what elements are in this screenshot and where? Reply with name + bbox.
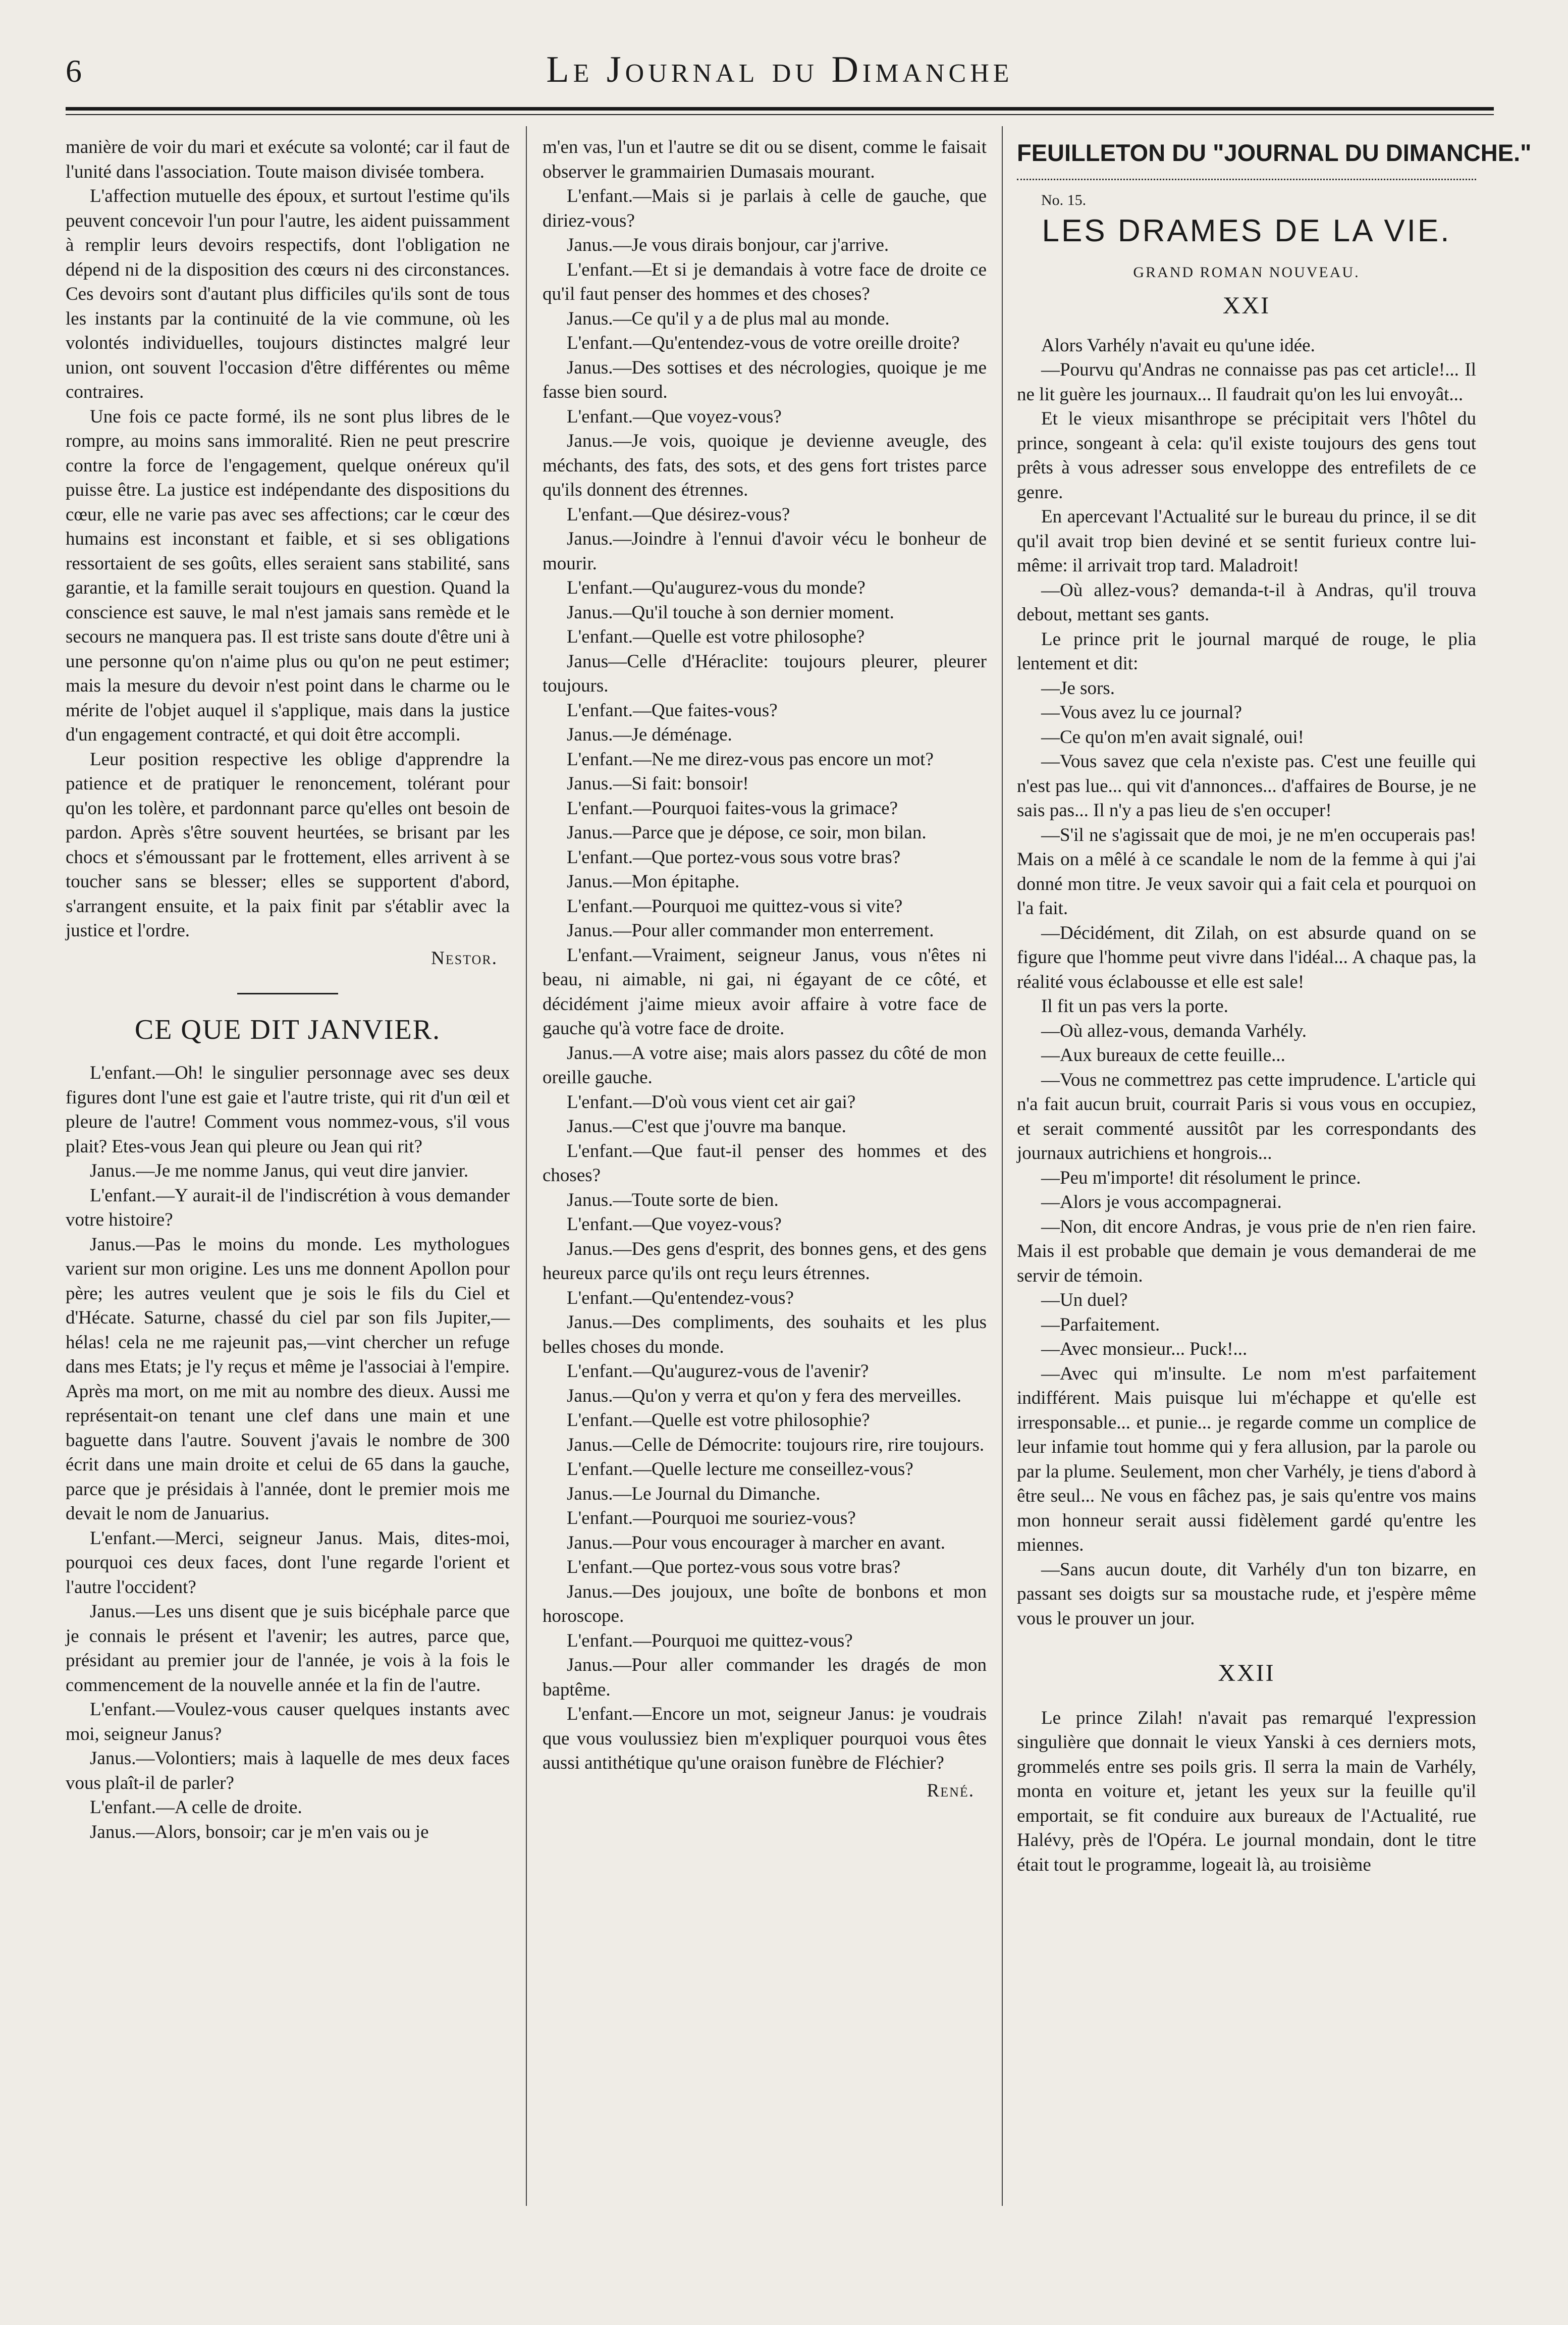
header-rule-thin [66, 114, 1494, 115]
story-paragraph: Le prince prit le journal marqué de rouge, le plia lentement et dit: [1017, 628, 1476, 674]
dialogue-line: L'enfant.—Pourquoi me souriez-vous? [567, 1508, 856, 1528]
dialogue-line: L'enfant.—Mais si je parlais à celle de gauche, que diriez-vous? [543, 186, 987, 231]
novel-title: LES DRAMES DE LA VIE. [1042, 213, 1451, 248]
story-paragraph: —Non, dit encore Andras, je vous prie de n'en rien faire. Mais il est probable que demain je vous demanderai de me servir de témoin. [1017, 1216, 1476, 1286]
story-paragraph: —Sans aucun doute, dit Varhély d'un ton bizarre, en passant ses doigts sur sa moustache rude, et j'espère même vous le prouver un jour. [1017, 1559, 1476, 1629]
story-paragraph: En apercevant l'Actualité sur le bureau du prince, il se dit qu'il avait trop bien deviné et se sentit furieux contre lui-même: il arrivait trop tard. Maladroit! [1017, 506, 1476, 576]
dialogue-line: Janus.—Ce qu'il y a de plus mal au monde. [567, 308, 890, 329]
dialogue-line: Janus.—Toute sorte de bien. [567, 1189, 779, 1210]
masthead: Le Journal du Dimanche [546, 49, 1013, 90]
dialogue-line: Janus.—Parce que je dépose, ce soir, mon bilan. [567, 822, 927, 843]
dialogue-line: Janus.—Les uns disent que je suis bicéphale parce que je connais le présent et l'avenir; les autres, parce que, présidant au premier jour de l'année, je vois à la fois le commencement de la nouvelle année et la fin de l'autre. [66, 1601, 510, 1696]
column-divider-1 [526, 126, 527, 2206]
article-paragraph: Leur position respective les oblige d'apprendre la patience et de pratiquer le renoncement, tolérant pour qu'on les tolère, et pardonnant parce qu'elles ont besoin de pardon. Après s'être souvent heurtées, se brisant par les chocs et s'émoussant par le frottement, elles arrivent à se toucher sans se blesser; elles se supportent d'abord, s'arrangent ensuite, et la paix finit par s'établir avec la justice et l'ordre. [66, 749, 510, 941]
article-paragraph: L'affection mutuelle des époux, et surtout l'estime qu'ils peuvent concevoir l'un pour l'autre, les aident puissamment à remplir leurs devoirs respectifs, dont l'obligation ne dépend ni de la disposition des cœurs ni des circonstances. Ces devoirs sont d'autant plus difficiles qu'ils sont de tous les instants par la continuité de la vie commune, où les volontés individuelles, toujours distinctes malgré leur union, ont souvent l'occasion d'être différentes ou même contraires. [66, 186, 510, 402]
novel-subtitle: GRAND ROMAN NOUVEAU. [1133, 263, 1360, 281]
dialogue-line: Janus.—Mon épitaphe. [567, 871, 740, 892]
dialogue-line: L'enfant.—Pourquoi me quittez-vous? [567, 1630, 853, 1651]
story-paragraph: —Vous savez que cela n'existe pas. C'est une feuille qui n'est pas lue... qui vit d'annonces... d'affaires de Bourse, je ne sais pas... Il n'y a pas lieu de s'en occuper! [1017, 751, 1476, 821]
dialogue-line: Janus.—Je me nomme Janus, qui veut dire janvier. [90, 1160, 469, 1181]
dialogue-line: Janus.—Si fait: bonsoir! [567, 773, 749, 794]
dialogue-line: Janus.—Pas le moins du monde. Les mythologues varient sur mon origine. Les uns me donnent Apollon pour père; les autres veulent que je sois le fils du Ciel et d'Hécate. Saturne, chassé du ciel par son fils Jupiter,—hélas! cela ne me rajeunit pas,—vint chercher un refuge dans mes Etats; je l'y reçus et même je l'associai à l'empire. Après ma mort, on me mit au nombre des dieux. Aussi me représentait-on tenant une clef dans une main et une baguette dans l'autre. Souvent j'avais le nombre de 300 écrit dans une main droite et celui de 65 dans la gauche, parce que je présidais à l'année, dont le premier mois me devait le nom de Januarius. [66, 1234, 510, 1524]
dialogue-line: L'enfant.—Ne me direz-vous pas encore un mot? [567, 749, 934, 770]
section-separator [237, 993, 338, 994]
story-paragraph: —Avec qui m'insulte. Le nom m'est parfaitement indifférent. Mais puisque lui m'échappe et qu'elle est irresponsable... et punie... je regarde comme un complice de leur infamie tout homme qui y fera allusion, par la parole ou par la plume. Seulement, mon cher Varhély, je tiens d'abord à être seul... Ne vous en fâchez pas, je sais qu'entre vos mains mon honneur serait aussi fidèlement gardé qu'entre les miennes. [1017, 1363, 1476, 1555]
story-paragraph: —Décidément, dit Zilah, on est absurde quand on se figure que l'homme peut vivre dans l'idéal... A chaque pas, la réalité vous éclabousse et elle est sale! [1017, 922, 1476, 992]
dialogue-line: L'enfant.—Quelle lecture me conseillez-vous? [567, 1459, 913, 1479]
column-2 [543, 135, 987, 2215]
dialogue-line: L'enfant.—Quelle est votre philosophie? [567, 1410, 870, 1431]
dialogue-line: Janus.—Volontiers; mais à laquelle de mes deux faces vous plaît-il de parler? [66, 1748, 510, 1793]
dialogue-line: Janus.—Des sottises et des nécrologies, quoique je me fasse bien sourd. [543, 357, 987, 402]
dialogue-line: L'enfant.—Y aurait-il de l'indiscrétion à vous demander votre histoire? [66, 1185, 510, 1230]
dialogue-line: Janus—Celle d'Héraclite: toujours pleurer, pleurer toujours. [543, 651, 987, 696]
dialogue-line: L'enfant.—Qu'augurez-vous du monde? [567, 577, 866, 598]
story-paragraph: —Parfaitement. [1041, 1314, 1160, 1335]
signature-rene: René. [927, 1780, 975, 1801]
dialogue-line: L'enfant.—Que voyez-vous? [567, 406, 782, 427]
chapter-heading-xxii: XXII [1218, 1660, 1275, 1686]
dialogue-line: L'enfant.—Que portez-vous sous votre bras? [567, 1557, 901, 1577]
dialogue-line: L'enfant.—Que voyez-vous? [567, 1214, 782, 1235]
dialogue-line: L'enfant.—Vraiment, seigneur Janus, vous n'êtes ni beau, ni aimable, ni gai, ni égayant de ce côté, et décidément j'aime mieux avoir affaire à votre face de gauche qu'à votre face de droite. [543, 944, 987, 1039]
chapter-heading-xxi: XXI [1222, 292, 1271, 319]
dialogue-line: L'enfant.—Que faut-il penser des hommes et des choses? [543, 1140, 987, 1186]
story-paragraph: —Où allez-vous, demanda Varhély. [1041, 1020, 1307, 1041]
story-paragraph: —Un duel? [1041, 1290, 1128, 1310]
dialogue-line: L'enfant.—Qu'augurez-vous de l'avenir? [567, 1361, 869, 1382]
dialogue-line: L'enfant.—Pourquoi faites-vous la grimace? [567, 798, 898, 819]
column-divider-2 [1002, 126, 1003, 2206]
story-paragraph: —Je sors. [1041, 677, 1115, 699]
story-paragraph: —Peu m'importe! dit résolument le prince. [1041, 1167, 1361, 1188]
page-number: 6 [66, 53, 82, 89]
dialogue-line: L'enfant.—Oh! le singulier personnage avec ses deux figures dont l'une est gaie et l'autre triste, qui rit d'un œil et pleure de l'autre! Comment vous nommez-vous, s'il vous plait? Etes-vous Jean qui pleure ou Jean qui rit? [66, 1063, 510, 1157]
article-paragraph: Une fois ce pacte formé, ils ne sont plus libres de le rompre, au moins sans immoralité. Rien ne peut prescrire contre la force de l'engagement, quelque onéreux qu'il puisse être. La justice est indépendante des dispositions du cœur, elle ne varie pas avec ses affections; car le cœur des humains est inconstant et faible, et si ses obligations ressortaient de ses goûts, elles seraient sans stabilité, sans garantie, et la famille serait toujours en question. Quand la conscience est sauve, le mal n'est jamais sans remède et le secours ne manquera pas. Il est triste sans doute d'être uni à une personne qu'on n'aime plus ou qu'on ne peut estimer; mais la mesure du devoir n'est point dans le charme ou le mérite de l'objet auquel il s'applique, mais dans la justice d'un engagement contracté, et qui doit être accompli. [66, 406, 510, 745]
dialogue-line: L'enfant.—Qu'entendez-vous de votre oreille droite? [567, 333, 960, 353]
page-header [66, 45, 1494, 101]
article-title: CE QUE DIT JANVIER. [134, 1014, 441, 1045]
dialogue-line: L'enfant.—Quelle est votre philosophe? [567, 626, 865, 647]
dialogue-line: Janus.—Des gens d'esprit, des bonnes gens, et des gens heureux parce qu'ils ont reçu leurs étrennes. [543, 1238, 987, 1284]
dialogue-line: Janus.—Pour vous encourager à marcher en avant. [567, 1532, 946, 1553]
header-rule-thick [66, 107, 1494, 111]
dialogue-line: L'enfant.—Voulez-vous causer quelques instants avec moi, seigneur Janus? [66, 1699, 510, 1745]
signature-nestor: Nestor. [431, 947, 498, 969]
story-paragraph: —Alors je vous accompagnerai. [1041, 1192, 1282, 1212]
article-paragraph: manière de voir du mari et exécute sa volonté; car il faut de l'unité dans l'association. Toute maison divisée tombera. [66, 137, 510, 182]
dialogue-line: Janus.—Le Journal du Dimanche. [567, 1483, 821, 1504]
dialogue-line: L'enfant.—Merci, seigneur Janus. Mais, dites-moi, pourquoi ces deux faces, dont l'une regarde l'orient et l'autre l'occident? [66, 1527, 510, 1598]
dialogue-line: Janus.—Celle de Démocrite: toujours rire, rire toujours. [567, 1434, 985, 1455]
story-paragraph: Alors Varhély n'avait eu qu'une idée. [1041, 335, 1315, 356]
story-paragraph: Le prince Zilah! n'avait pas remarqué l'expression singulière que donnait le vieux Yanski à ces derniers mots, grommelés entre ses poils gris. Il serra la main de Varhély, monta en voiture et, jetant les yeux sur la feuille qu'il emportait, se fit conduire aux bureaux de l'Actualité, rue Halévy, près de l'Opéra. Le journal mondain, dont le titre était tout le programme, logeait là, au troisième [1017, 1707, 1476, 1875]
dialogue-line: L'enfant.—Qu'entendez-vous? [567, 1287, 794, 1308]
dialogue-line: L'enfant.—Et si je demandais à votre face de droite ce qu'il faut penser des hommes et des choses? [543, 259, 987, 304]
dialogue-line: Janus.—Je vois, quoique je devienne aveugle, des méchants, des fats, des sots, et des gens fort tristes parce qu'ils donnent des étrennes. [543, 431, 987, 500]
dialogue-line: Janus.—Qu'il touche à son dernier moment. [567, 602, 894, 623]
column-3 [1017, 135, 1532, 2215]
dialogue-line: Janus.—A votre aise; mais alors passez du côté de mon oreille gauche. [543, 1042, 987, 1088]
story-paragraph: —Vous ne commettrez pas cette imprudence. L'article qui n'a fait aucun bruit, courrait Paris si vous vous en occupiez, et serait commenté aussitôt par les correspondants des journaux autrichiens et hongrois... [1017, 1069, 1476, 1164]
story-paragraph: —Où allez-vous? demanda-t-il à Andras, qu'il trouva debout, mettant ses gants. [1017, 579, 1476, 625]
dialogue-line: Janus.—C'est que j'ouvre ma banque. [567, 1116, 846, 1137]
dialogue-line: Janus.—Je vous dirais bonjour, car j'arrive. [567, 235, 889, 255]
dialogue-line: Janus.—Des joujoux, une boîte de bonbons et mon horoscope. [543, 1581, 987, 1626]
dialogue-line: L'enfant.—Encore un mot, seigneur Janus: je voudrais que vous voulussiez bien m'expliquer pourquoi vous êtes aussi antithétique qu'une oraison funèbre de Fléchier? [543, 1704, 987, 1773]
dialogue-line: L'enfant.—Que désirez-vous? [567, 504, 790, 525]
story-paragraph: —Ce qu'on m'en avait signalé, oui! [1041, 726, 1304, 748]
dialogue-line: L'enfant.—D'où vous vient cet air gai? [567, 1091, 856, 1113]
column-1 [66, 135, 510, 2215]
dialogue-line: Janus.—Qu'on y verra et qu'on y fera des merveilles. [567, 1385, 961, 1406]
dialogue-line: Janus.—Des compliments, des souhaits et les plus belles choses du monde. [543, 1312, 987, 1357]
dialogue-line: L'enfant.—Que faites-vous? [567, 700, 778, 721]
feuilleton-number: No. 15. [1041, 192, 1087, 208]
dialogue-line: Janus.—Je déménage. [567, 724, 732, 745]
story-paragraph: Et le vieux misanthrope se précipitait vers l'hôtel du prince, songeant à cela: qu'il existe toujours des gens tout prêts à vous adresser sous enveloppe des entrefilets de ce genre. [1017, 408, 1476, 503]
dialogue-line: L'enfant.—A celle de droite. [90, 1797, 302, 1818]
dialogue-line: Janus.—Alors, bonsoir; car je m'en vais ou je [90, 1821, 429, 1842]
story-paragraph: Il fit un pas vers la porte. [1041, 996, 1228, 1017]
story-paragraph: —Avec monsieur... Puck!... [1041, 1339, 1248, 1359]
dotted-rule [1017, 179, 1476, 180]
dialogue-line: Janus.—Pour aller commander les dragés de mon baptême. [543, 1655, 987, 1700]
story-paragraph: —Pourvu qu'Andras ne connaisse pas pas cet article!... Il ne lit guère les journaux... Il faudrait qu'on les lui envoyât... [1017, 359, 1476, 405]
dialogue-line: L'enfant.—Que portez-vous sous votre bras? [567, 847, 901, 868]
dialogue-line: m'en vas, l'un et l'autre se dit ou se disent, comme le faisait observer le grammairien Dumasais mourant. [543, 137, 987, 182]
dialogue-line: Janus.—Pour aller commander mon enterrement. [567, 920, 934, 941]
story-paragraph: —Aux bureaux de cette feuille... [1041, 1045, 1285, 1066]
dialogue-line: Janus.—Joindre à l'ennui d'avoir vécu le bonheur de mourir. [543, 529, 987, 574]
dialogue-line: L'enfant.—Pourquoi me quittez-vous si vite? [567, 895, 903, 917]
story-paragraph: —Vous avez lu ce journal? [1041, 702, 1242, 723]
feuilleton-heading: FEUILLETON DU "JOURNAL DU DIMANCHE." [1017, 139, 1532, 166]
story-paragraph: —S'il ne s'agissait que de moi, je ne m'en occuperais pas! Mais on a mêlé à ce scandale le nom de la femme à qui j'ai donné mon titre. Je veux savoir qui a fait cela et pourquoi on l'a fait. [1017, 824, 1476, 919]
